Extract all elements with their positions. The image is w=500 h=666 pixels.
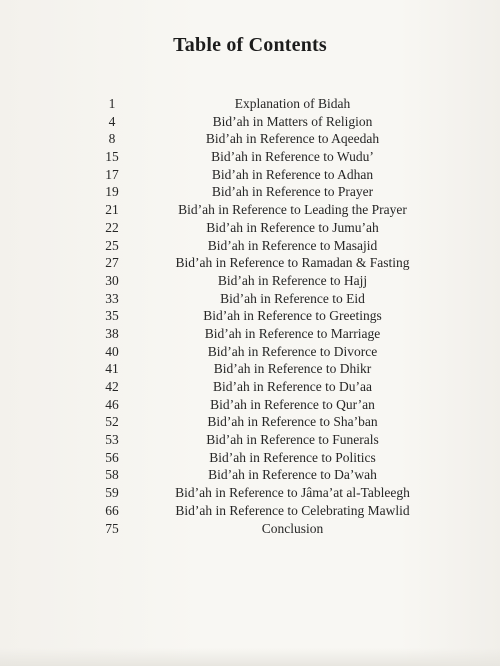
toc-row — [0, 396, 500, 414]
toc-row — [0, 290, 500, 308]
toc-entry-title: Bid’ah in Reference to Du’aa — [213, 379, 372, 394]
page-title: Table of Contents — [173, 34, 327, 56]
toc-entry-title: Bid’ah in Reference to Hajj — [217, 272, 368, 288]
toc-row — [0, 343, 500, 361]
toc-row — [0, 183, 500, 201]
toc-page-number: 4 — [108, 113, 116, 129]
toc-entry-title: Bid’ah in Reference to Da’wah — [208, 467, 377, 483]
toc-page-number: 42 — [105, 379, 119, 394]
toc-row — [0, 254, 500, 272]
toc-entry-title: Bid’ah in Reference to Greetings — [203, 308, 382, 324]
toc-row — [0, 219, 500, 237]
toc-page-number: 41 — [105, 361, 119, 377]
toc-row — [0, 325, 500, 343]
toc-entry-title: Conclusion — [261, 520, 324, 536]
toc-entry-title: Explanation of Bidah — [234, 96, 351, 111]
toc-page-number: 38 — [105, 325, 119, 341]
toc-page-number: 75 — [105, 520, 119, 536]
toc-page-number: 27 — [105, 255, 119, 271]
toc-row — [0, 201, 500, 219]
toc-page-number: 25 — [105, 237, 119, 253]
toc-page-number: 59 — [105, 485, 119, 501]
toc-row — [0, 431, 500, 449]
toc-row — [0, 166, 500, 184]
toc-row — [0, 520, 500, 538]
toc-entry-title: Bid’ah in Reference to Jumu’ah — [206, 219, 379, 235]
toc-row — [0, 130, 500, 148]
toc-row — [0, 449, 500, 467]
toc-entry-title: Bid’ah in Reference to Jâma’at al-Tableegh — [175, 485, 410, 501]
toc-page-number: 30 — [105, 272, 119, 288]
page-edge-shadow — [0, 648, 500, 666]
toc-page-number: 15 — [105, 149, 119, 165]
toc-page-number: 35 — [105, 308, 119, 324]
toc-row — [0, 307, 500, 325]
toc-entry-title: Bid’ah in Reference to Adhan — [211, 166, 374, 182]
toc-row — [0, 466, 500, 484]
toc-page-number: 46 — [105, 396, 119, 412]
toc-entry-title: Bid’ah in Reference to Divorce — [207, 343, 378, 359]
toc-entry-title: Bid’ah in Reference to Eid — [220, 290, 365, 306]
toc-page-number: 8 — [108, 131, 116, 147]
toc-page-number: 1 — [108, 96, 116, 111]
toc-entry-title: Bid’ah in Reference to Marriage — [204, 325, 381, 341]
toc-page-number: 17 — [105, 166, 119, 182]
toc-row — [0, 360, 500, 378]
toc-page-number: 22 — [105, 219, 119, 235]
toc-row — [0, 413, 500, 431]
toc-page-number: 52 — [105, 414, 119, 430]
toc-entry-title: Bid’ah in Reference to Masajid — [207, 237, 378, 253]
toc-entry-title: Bid’ah in Reference to Politics — [209, 449, 376, 465]
toc-entry-title: Bid’ah in Reference to Aqeedah — [205, 131, 380, 147]
toc-page-number: 53 — [105, 432, 119, 448]
table-of-contents — [0, 95, 500, 537]
toc-entry-title: Bid’ah in Reference to Qur’an — [210, 396, 375, 412]
toc-entry-title: Bid’ah in Reference to Ramadan & Fasting — [175, 255, 410, 271]
toc-row — [0, 272, 500, 290]
toc-page-number: 19 — [105, 184, 119, 200]
toc-row — [0, 237, 500, 255]
toc-row — [0, 113, 500, 131]
toc-entry-title: Bid’ah in Reference to Funerals — [206, 432, 379, 448]
toc-row — [0, 502, 500, 520]
toc-page-number: 58 — [105, 467, 119, 483]
toc-page-number: 56 — [105, 449, 119, 465]
toc-page-number: 66 — [105, 502, 119, 518]
toc-page-number: 33 — [105, 290, 119, 306]
toc-row — [0, 95, 500, 113]
toc-page-number: 40 — [105, 343, 119, 359]
toc-row — [0, 378, 500, 396]
toc-entry-title: Bid’ah in Reference to Dhikr — [213, 361, 372, 377]
toc-page-number: 21 — [105, 202, 119, 218]
toc-entry-title: Bid’ah in Reference to Prayer — [211, 184, 374, 200]
toc-entry-title: Bid’ah in Reference to Sha’ban — [207, 414, 378, 430]
toc-row — [0, 484, 500, 502]
toc-entry-title: Bid’ah in Reference to Celebrating Mawlid — [175, 502, 410, 518]
toc-entry-title: Bid’ah in Matters of Religion — [212, 113, 373, 129]
toc-entry-title: Bid’ah in Reference to Leading the Prayer — [178, 202, 407, 218]
toc-entry-title: Bid’ah in Reference to Wudu’ — [211, 149, 374, 165]
toc-row — [0, 148, 500, 166]
